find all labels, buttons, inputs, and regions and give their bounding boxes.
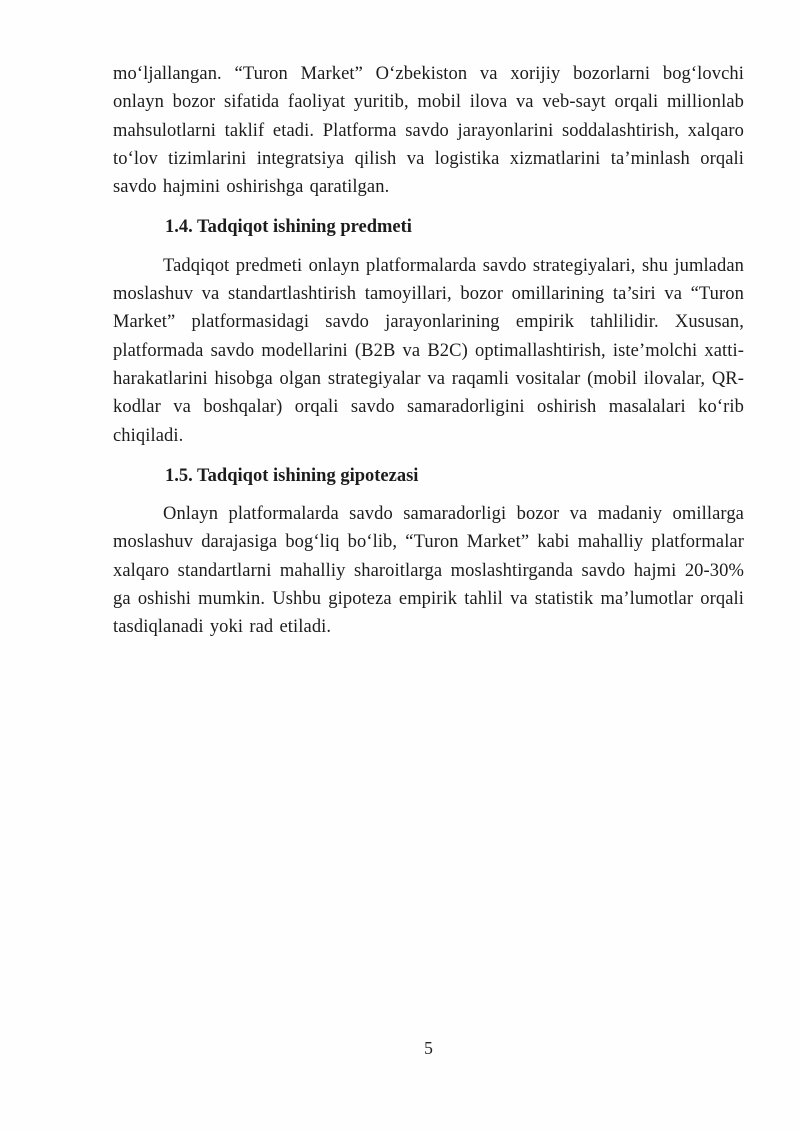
paragraph-predmeti: Tadqiqot predmeti onlayn platformalarda savdo strategiyalari, shu jumladan moslashuv va standartlashtirish tamoyillari, bozor omillarining ta’siri va “Turon Market” platformasidagi savdo jarayonlarining empirik tahlilidir. Xususan, platformada savdo modellarini (B2B va B2C) optimallashtirish, iste’molchi xatti-harakatlarini hisobga olgan strategiyalar va raqamli vositalar (mobil ilovalar, QR-kodlar va boshqalar) orqali savdo samaradorligini oshirish masalalari ko‘rib chiqiladi. <box>113 255 744 446</box>
page-number: 5 <box>424 1038 433 1058</box>
section-heading-1-5-gipotezasi: 1.5. Tadqiqot ishining gipotezasi <box>165 465 419 486</box>
section-heading-1-4-predmeti: 1.4. Tadqiqot ishining predmeti <box>165 217 412 238</box>
paragraph-gipotezasi: Onlayn platformalarda savdo samaradorligi bozor va madaniy omillarga moslashuv darajasiga bog‘liq bo‘lib, “Turon Market” kabi mahalliy platformalar xalqaro standartlarni mahalliy sharoitlarga moslashtirganda savdo hajmi 20-30% ga oshishi mumkin. Ushbu gipoteza empirik tahlil va statistik ma’lumotlar orqali tasdiqlanadi yoki rad etiladi. <box>113 504 744 638</box>
page-body <box>113 60 744 642</box>
paragraph-continuation: mo‘ljallangan. “Turon Market” O‘zbekiston va xorijiy bozorlarni bog‘lovchi onlayn bozor sifatida faoliyat yuritib, mobil ilova va veb-sayt orqali millionlab mahsulotlarni taklif etadi. Platforma savdo jarayonlarini soddalashtirish, xalqaro to‘lov tizimlarini integratsiya qilish va logistika xizmatlarini ta’minlash orqali savdo hajmini oshirishga qaratilgan. <box>113 64 744 198</box>
